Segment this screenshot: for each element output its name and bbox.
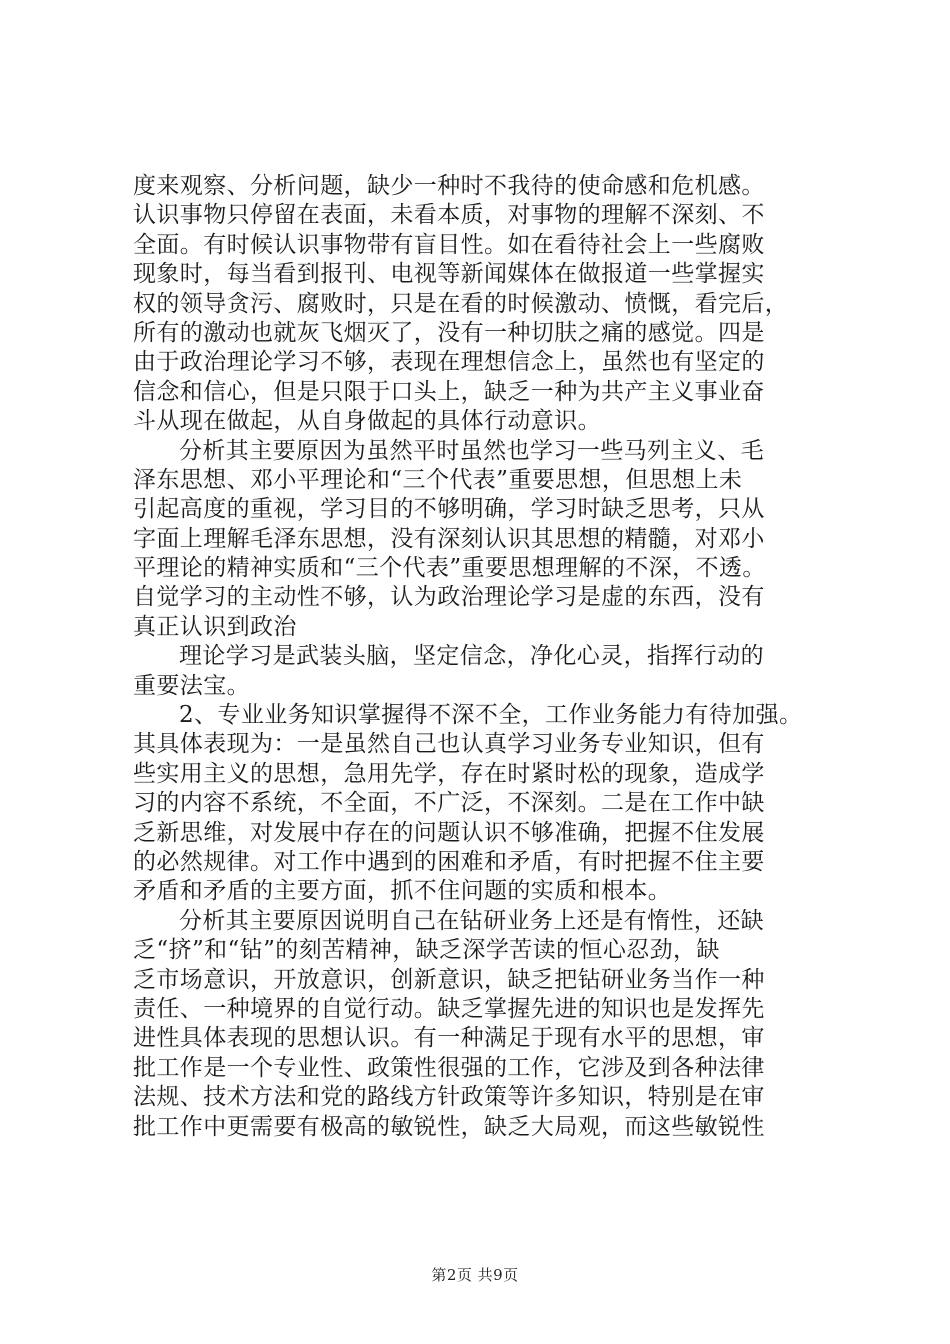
page-footer: 第2页 共9页 [431,1266,519,1284]
text-line: 重要法宝。 [133,672,250,699]
text-line: 平理论的精神实质和“三个代表”重要思想理解的不深，不透。 [133,555,766,582]
text-line: 乏“挤”和“钻”的刻苦精神，缺乏深学苦读的恒心忍劲，缺 [133,937,720,964]
text-line: 其具体表现为：一是虽然自己也认真学习业务专业知识，但有 [133,731,765,758]
text-line: 理论学习是武装头脑，坚定信念，净化心灵，指挥行动的 [179,643,764,670]
text-line: 由于政治理论学习不够，表现在理想信念上，虽然也有坚定的 [133,349,765,376]
text-line: 度来观察、分析问题，缺少一种时不我待的使命感和危机感。 [133,173,765,199]
text-line: 习的内容不系统，不全面，不广泛，不深刻。二是在工作中缺 [133,790,765,817]
text-line: 全面。有时候认识事物带有盲目性。如在看待社会上一些腐败 [133,231,765,258]
text-line: 自觉学习的主动性不够，认为政治理论学习是虚的东西，没有 [133,584,765,611]
text-line: 斗从现在做起，从自身做起的具体行动意识。 [133,408,601,435]
text-line: 矛盾和矛盾的主要方面，抓不住问题的实质和根本。 [133,878,672,905]
text-line: 分析其主要原因说明自己在钻研业务上还是有惰性，还缺 [179,907,764,934]
text-line: 真正认识到政治 [133,613,297,640]
text-line: 信念和信心，但是只限于口头上，缺乏一种为共产主义事业奋 [133,378,765,405]
text-line: 些实用主义的思想，急用先学，存在时紧时松的现象，造成学 [133,760,765,787]
text-line: 的必然规律。对工作中遇到的困难和矛盾，有时把握不住主要 [133,848,765,875]
text-line: 进性具体表现的思想认识。有一种满足于现有水平的思想，审 [133,1025,765,1052]
text-line: 批工作是一个专业性、政策性很强的工作，它涉及到各种法律 [133,1054,765,1081]
text-line: 法规、技术方法和党的路线方针政策等许多知识，特别是在审 [133,1084,765,1111]
text-line: 引起高度的重视，学习目的不够明确，学习时缺乏思考，只从 [133,496,765,523]
text-line: 乏新思维，对发展中存在的问题认识不够准确，把握不住发展 [133,819,765,846]
text-line: 泽东思想、邓小平理论和“三个代表”重要思想，但思想上未 [133,466,743,493]
body-text [133,172,833,1142]
text-line: 批工作中更需要有极高的敏锐性，缺乏大局观，而这些敏锐性 [133,1113,765,1140]
text-line: 字面上理解毛泽东思想，没有深刻认识其思想的精髓，对邓小 [133,525,765,552]
text-line: 责任、一种境界的自觉行动。缺乏掌握先进的知识也是发挥先 [133,995,765,1022]
text-line: 所有的激动也就灰飞烟灭了，没有一种切肤之痛的感觉。四是 [133,319,765,346]
text-line: 现象时，每当看到报刊、电视等新闻媒体在做报道一些掌握实 [133,261,765,288]
text-line: 认识事物只停留在表面，未看本质，对事物的理解不深刻、不 [133,202,765,229]
text-line: 2、专业业务知识掌握得不深不全，工作业务能力有待加强。 [179,702,803,729]
text-line: 权的领导贪污、腐败时，只是在看的时候激动、愤慨，看完后， [133,290,789,317]
text-line: 分析其主要原因为虽然平时虽然也学习一些马列主义、毛 [179,437,764,464]
text-line: 乏市场意识，开放意识，创新意识，缺乏把钻研业务当作一种 [133,966,765,993]
